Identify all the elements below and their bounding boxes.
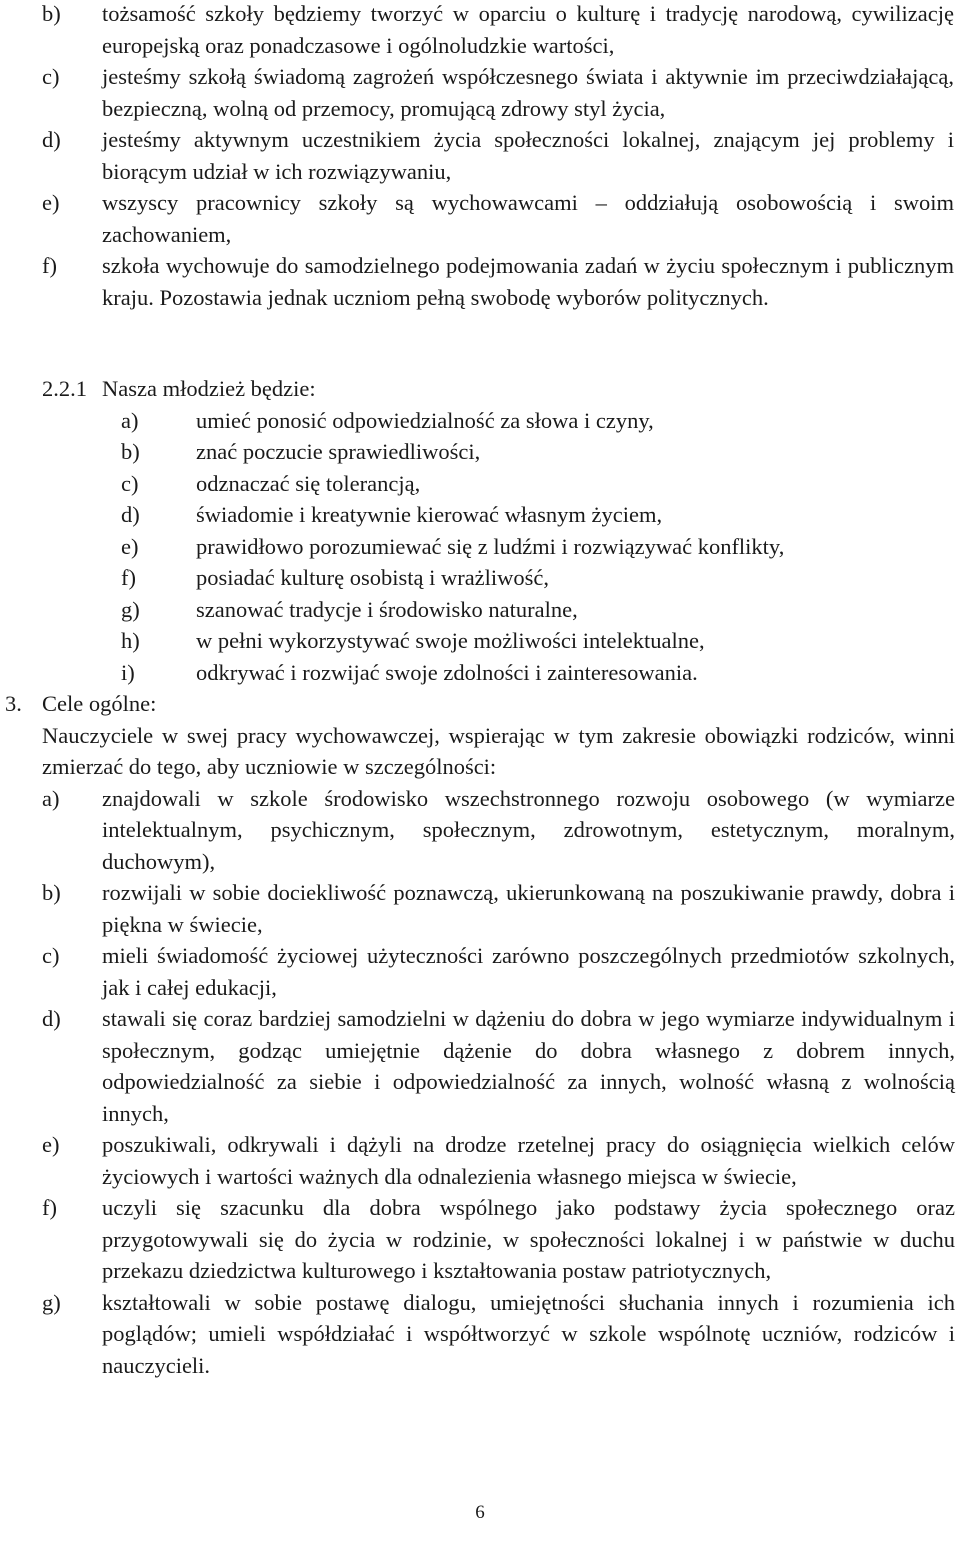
list-item-text: kształtowali w sobie postawę dialogu, umiejętności słuchania innych i rozumienia ich poglądów; umieli współdziałać i współtworzyć w szkole wspólnotę uczniów, rodziców i nauczycieli.	[102, 1289, 955, 1378]
list-item	[121, 436, 954, 468]
list-item-label: d)	[42, 127, 61, 152]
list-item	[42, 124, 954, 187]
page-number: 6	[475, 1502, 485, 1523]
list-item-text: szkoła wychowuje do samodzielnego podejmowania zadań w życiu społecznym i publicznym kraju. Pozostawia jednak uczniom pełną swobodę wyborów politycznych.	[102, 253, 954, 310]
list-item	[121, 531, 954, 563]
list-item	[42, 1003, 955, 1129]
list-item-label: b)	[42, 880, 61, 905]
list-item	[121, 499, 954, 531]
list-item	[42, 61, 954, 124]
list-item-text: rozwijali w sobie dociekliwość poznawczą, ukierunkowaną na poszukiwanie prawdy, dobra i piękna w świecie,	[102, 880, 955, 937]
list-item-label: f)	[42, 253, 57, 278]
list-item-label: b)	[121, 439, 140, 464]
list-item-label: d)	[42, 1006, 61, 1031]
list-item	[121, 562, 954, 594]
list-item-label: c)	[42, 943, 60, 968]
list-item-text: prawidłowo porozumiewać się z ludźmi i rozwiązywać konflikty,	[196, 533, 785, 559]
section-title: Cele ogólne:	[42, 691, 157, 716]
list-item-label: c)	[42, 64, 60, 89]
section-intro: Nauczyciele w swej pracy wychowawczej, wspierając w tym zakresie obowiązki rodziców, winni zmierzać do tego, aby uczniowie w szczególności:	[42, 722, 955, 779]
list-item-text: jesteśmy szkołą świadomą zagrożeń współczesnego świata i aktywnie im przeciwdziałającą, bezpieczną, wolną od przemocy, promującą zdrowy styl życia,	[102, 64, 954, 121]
list-item-label: d)	[121, 502, 140, 527]
list-item	[42, 0, 954, 61]
list-item-text: umieć ponosić odpowiedzialność za słowa i czyny,	[196, 407, 654, 433]
list-item-text: jesteśmy aktywnym uczestnikiem życia społeczności lokalnej, znającym jej problemy i biorącym udział w ich rozwiązywaniu,	[102, 127, 954, 184]
list-item-label: a)	[42, 785, 60, 811]
general-goals-section	[5, 688, 955, 1381]
values-list	[42, 0, 954, 313]
list-item-label: i)	[121, 659, 135, 685]
list-item-label: a)	[121, 407, 139, 433]
list-item-text: szanować tradycje i środowisko naturalne,	[196, 596, 578, 622]
list-item	[42, 940, 955, 1003]
list-item-text: znajdowali w szkole środowisko wszechstronnego rozwoju osobowego (w wymiarze intelektualnym, psychicznym, społecznym, zdrowotnym, estetycznym, moralnym, duchowym),	[102, 785, 955, 874]
list-item	[42, 877, 955, 940]
list-item-text: odkrywać i rozwijać swoje zdolności i zainteresowania.	[196, 659, 698, 685]
list-item-text: odznaczać się tolerancją,	[196, 470, 421, 496]
list-item-text: uczyli się szacunku dla dobra wspólnego jako podstawy życia społecznego oraz przygotowywali się do życia w rodzinie, w społeczności lokalnej i w państwie w duchu przekazu dziedzictwa kulturowego i kształtowania postaw patriotycznych,	[102, 1195, 955, 1283]
list-item	[121, 625, 954, 657]
list-item-text: świadomie i kreatywnie kierować własnym życiem,	[196, 502, 663, 527]
section-number: 2.2.1	[42, 376, 87, 401]
list-item	[42, 1129, 955, 1192]
list-item-text: znać poczucie sprawiedliwości,	[196, 439, 481, 464]
youth-list	[121, 405, 954, 689]
list-item	[121, 594, 954, 626]
list-item-label: b)	[42, 1, 61, 26]
section-heading	[42, 373, 954, 405]
list-item-text: wszyscy pracownicy szkoły są wychowawcami – oddziałują osobowością i swoim zachowaniem,	[102, 190, 954, 247]
list-item	[121, 657, 954, 689]
list-item-label: g)	[42, 1289, 61, 1315]
list-item-label: g)	[121, 596, 140, 622]
list-item-label: e)	[42, 190, 60, 215]
list-item-label: f)	[42, 1195, 57, 1220]
list-item-text: mieli świadomość życiowej użyteczności zarówno poszczególnych przedmiotów szkolnych, jak i całej edukacji,	[102, 943, 955, 1000]
list-item-text: stawali się coraz bardziej samodzielni w dążeniu do dobra w jego wymiarze indywidualnym i społecznym, godząc umiejętnie dążenie do dobra własnego z dobrem innych, odpowiedzialność za siebie i odpowiedzialność za innych, wolność własną z wolnością innych,	[102, 1006, 955, 1126]
list-item-text: tożsamość szkoły będziemy tworzyć w oparciu o kulturę i tradycję narodową, cywilizację europejską oraz ponadczasowe i ogólnoludzkie wartości,	[102, 1, 954, 58]
list-item-label: e)	[42, 1132, 60, 1157]
list-item	[42, 250, 954, 313]
list-item	[42, 1287, 955, 1382]
section-number: 3.	[5, 691, 22, 716]
section-title: Nasza młodzież będzie:	[102, 376, 316, 401]
list-item-label: h)	[121, 628, 140, 653]
list-item	[121, 468, 954, 500]
goals-list	[42, 783, 955, 1382]
list-item-text: posiadać kulturę osobistą i wrażliwość,	[196, 565, 550, 590]
list-item-text: poszukiwali, odkrywali i dążyli na drodze rzetelnej pracy do osiągnięcia wielkich celów życiowych i wartości ważnych dla odnalezienia własnego miejsca w świecie,	[102, 1132, 955, 1189]
list-item-label: f)	[121, 565, 136, 590]
list-item	[121, 405, 954, 437]
list-item	[42, 187, 954, 250]
list-item-label: e)	[121, 533, 139, 559]
youth-section	[42, 373, 954, 688]
section-heading	[5, 688, 955, 720]
list-item-text: w pełni wykorzystywać swoje możliwości intelektualne,	[196, 628, 705, 653]
list-item	[42, 1192, 955, 1287]
list-item	[42, 783, 955, 878]
list-item-label: c)	[121, 470, 139, 496]
